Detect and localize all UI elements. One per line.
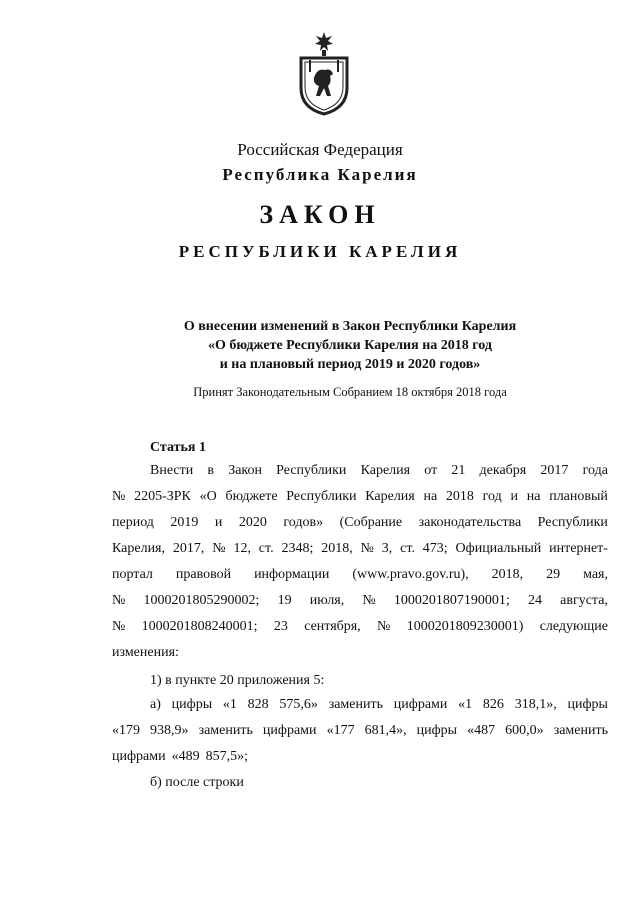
word: 857,5»; <box>205 749 249 764</box>
word: «487 <box>467 723 496 738</box>
text-line <box>112 692 608 718</box>
text-line <box>112 640 608 666</box>
word: следующие <box>539 619 608 634</box>
word: Внести <box>150 463 194 478</box>
word: законодательства <box>418 515 522 530</box>
word: Республики <box>537 515 608 530</box>
word: информации <box>254 567 330 582</box>
word: 2017, <box>172 541 205 556</box>
word: 2205-ЗРК <box>134 489 191 504</box>
word: № <box>360 541 374 556</box>
word: (www.pravo.gov.ru), <box>352 567 469 582</box>
word: № <box>112 489 126 504</box>
word: «177 <box>326 723 355 738</box>
word: ст. <box>400 541 415 556</box>
word: цифры <box>416 723 458 738</box>
word: «О <box>199 489 217 504</box>
text-line <box>112 458 608 484</box>
word: Карелия <box>365 489 415 504</box>
word: 828 <box>247 697 269 712</box>
word: на <box>526 489 541 504</box>
word: № <box>212 541 226 556</box>
word: Республики <box>286 489 357 504</box>
word: 1000201809230001) <box>406 619 524 634</box>
word: 3, <box>381 541 393 556</box>
word: Карелия, <box>112 541 165 556</box>
word: № <box>362 593 376 608</box>
word: и <box>214 515 223 530</box>
word: июля, <box>309 593 345 608</box>
star-icon <box>315 32 333 56</box>
word: на <box>423 489 438 504</box>
word: 826 <box>482 697 504 712</box>
word: цифры <box>171 697 213 712</box>
word: заменить <box>198 723 253 738</box>
coat-of-arms-emblem <box>295 30 353 116</box>
text-line <box>112 510 608 536</box>
word: «1 <box>458 697 473 712</box>
word: 2018 <box>445 489 474 504</box>
word: (Собрание <box>339 515 403 530</box>
word: 2348; <box>281 541 314 556</box>
word: 318,1», <box>514 697 557 712</box>
word: Республики <box>276 463 347 478</box>
word: 938,9» <box>150 723 189 738</box>
word: от <box>424 463 438 478</box>
word: мая, <box>583 567 608 582</box>
text-line <box>112 744 608 770</box>
word: цифрами <box>393 697 448 712</box>
word: декабря <box>479 463 527 478</box>
heading-line: «О бюджете Республики Карелия на 2018 год <box>208 338 492 353</box>
word: заменить <box>553 723 608 738</box>
word: августа, <box>560 593 608 608</box>
word: 1000201808240001; <box>141 619 258 634</box>
word: 23 <box>273 619 288 634</box>
word: 2017 <box>540 463 569 478</box>
word: плановый <box>549 489 608 504</box>
word: 600,0» <box>505 723 544 738</box>
heading-line: О внесении изменений в Закон Республики Карелия <box>183 319 517 334</box>
article-intro-paragraph <box>112 458 608 666</box>
word: 575,6» <box>279 697 318 712</box>
word: годов» <box>283 515 324 530</box>
word: в <box>207 463 215 478</box>
word: № <box>112 619 126 634</box>
text-line <box>112 484 608 510</box>
word: 29 <box>546 567 561 582</box>
word: изменения: <box>112 645 179 660</box>
word: 1000201805290002; <box>143 593 260 608</box>
country-name: Российская Федерация <box>237 140 403 159</box>
word: Закон <box>228 463 262 478</box>
law-subtitle: РЕСПУБЛИКИ КАРЕЛИЯ <box>178 242 462 261</box>
word: цифрами <box>262 723 317 738</box>
word: и <box>510 489 519 504</box>
law-heading <box>150 317 550 374</box>
word: Карелия <box>360 463 411 478</box>
item-a-paragraph <box>112 692 608 770</box>
word: «1 <box>222 697 237 712</box>
word: «489 <box>171 749 200 764</box>
word: год <box>482 489 502 504</box>
word: «179 <box>112 723 140 738</box>
word: 12, <box>233 541 251 556</box>
item-b-text: б) после строки <box>150 775 244 790</box>
word: года <box>582 463 608 478</box>
word: 473; <box>422 541 448 556</box>
text-line <box>112 536 608 562</box>
word: № <box>112 593 126 608</box>
word: заменить <box>328 697 383 712</box>
word: правовой <box>175 567 232 582</box>
article-title: Статья 1 <box>150 440 206 455</box>
word: бюджете <box>225 489 278 504</box>
word: 2020 <box>238 515 267 530</box>
word: сентября, <box>304 619 361 634</box>
word: ст. <box>258 541 274 556</box>
word: 24 <box>527 593 542 608</box>
word: цифры <box>567 697 608 712</box>
word: 2019 <box>170 515 199 530</box>
text-line <box>112 718 608 744</box>
word: 19 <box>277 593 292 608</box>
word: цифрами <box>112 749 166 764</box>
text-line <box>112 588 608 614</box>
text-line <box>112 562 608 588</box>
adoption-note: Принят Законодательным Собранием 18 октября 2018 года <box>193 385 507 399</box>
word: 2018, <box>491 567 524 582</box>
word: 1000201807190001; <box>393 593 510 608</box>
word: 2018, <box>321 541 353 556</box>
word: № <box>377 619 391 634</box>
word: а) <box>150 697 161 712</box>
heading-line: и на плановый период 2019 и 2020 годов» <box>219 357 481 372</box>
word: интернет- <box>549 541 608 556</box>
law-title: ЗАКОН <box>259 200 381 229</box>
word: портал <box>112 567 153 582</box>
word: период <box>112 515 154 530</box>
item-1-text: 1) в пункте 20 приложения 5: <box>150 673 325 688</box>
republic-name: Республика Карелия <box>222 165 418 184</box>
word: 681,4», <box>364 723 407 738</box>
word: 21 <box>451 463 466 478</box>
text-line <box>112 614 608 640</box>
word: Официальный <box>455 541 542 556</box>
